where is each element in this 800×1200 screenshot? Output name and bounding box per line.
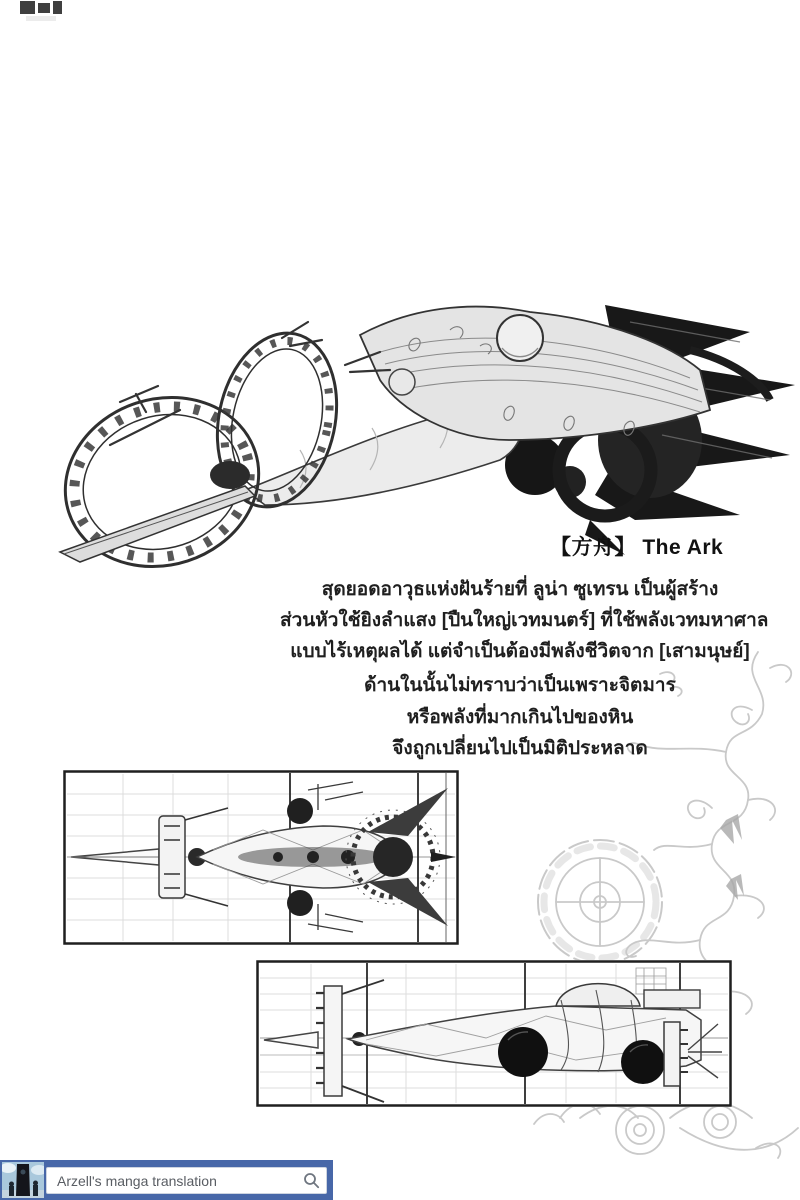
- artwork-title: 【方舟】 The Ark: [550, 536, 724, 559]
- description-line: ส่วนหัวใช้ยิงลำแสง [ปืนใหญ่เวทมนตร์] ที่ใช้พลังเวทมหาศาล: [280, 610, 769, 631]
- description-line: ด้านในนั้นไม่ทราบว่าเป็นเพราะจิตมาร: [364, 675, 676, 696]
- search-icon[interactable]: [303, 1172, 320, 1189]
- description-line: หรือพลังที่มากเกินไปของหิน: [406, 707, 634, 728]
- description-line: สุดยอดอาวุธแห่งฝันร้ายที่ ลูน่า ซูเทรน เป็นผู้สร้าง: [321, 579, 719, 600]
- description-line: จึงถูกเปลี่ยนไปเป็นมิติประหลาด: [392, 738, 648, 759]
- search-box: [46, 1167, 327, 1194]
- avatar[interactable]: [2, 1162, 44, 1198]
- description-line: แบบไร้เหตุผลได้ แต่จำเป็นต้องมีพลังชีวิตจาก [เสามนุษย์]: [290, 641, 750, 662]
- ark-illustration: [50, 290, 800, 570]
- search-bar: [0, 1160, 333, 1200]
- blueprint-top-view: [63, 770, 459, 945]
- search-input[interactable]: [47, 1168, 326, 1193]
- blueprint-side-view: [256, 960, 732, 1107]
- corner-print-mark: [20, 1, 72, 21]
